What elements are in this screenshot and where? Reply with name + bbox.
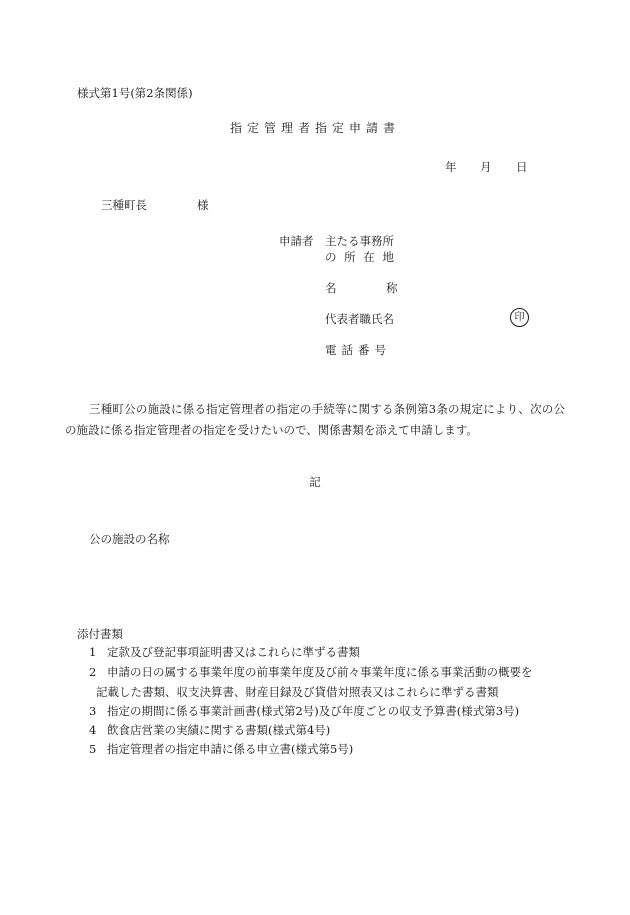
name-label-second-char: 称	[386, 281, 398, 295]
attachments-heading: 添付書類	[77, 627, 123, 641]
attachment-number: 1	[89, 645, 97, 659]
seal-icon: 印	[510, 308, 529, 327]
document-title: 指定管理者指定申請書	[229, 121, 400, 135]
facility-name-label: 公の施設の名称	[89, 532, 170, 546]
attachment-number: 2	[89, 665, 97, 679]
application-body-text: 三種町公の施設に係る指定管理者の指定の手続等に関する条例第3条の規定により、次の公の施設に係る指定管理者の指定を受けたいので、関係書類を添えて申請します。	[65, 402, 565, 437]
representative-label: 代表者職氏名	[325, 312, 394, 326]
attachment-item	[89, 666, 533, 680]
attachment-item	[89, 743, 353, 757]
attachment-item	[89, 705, 519, 719]
attachment-text: 飲食店営業の実績に関する書類(様式第4号)	[107, 723, 331, 737]
attachment-text: 定款及び登記事項証明書又はこれらに準ずる書類	[107, 645, 360, 659]
ki-heading: 記	[309, 475, 321, 489]
attachment-number: 3	[89, 704, 97, 718]
attachment-text: 指定管理者の指定申請に係る申立書(様式第5号)	[107, 742, 354, 756]
name-label-first-char: 名	[325, 281, 337, 295]
applicant-label: 申請者	[279, 234, 314, 248]
phone-label: 電話番号	[325, 343, 391, 357]
attachment-text-continued: 記載した書類、収支決算書、財産目録及び貸借対照表又はこれらに準ずる書類	[96, 685, 499, 699]
attachment-number: 5	[89, 742, 97, 756]
attachment-text: 申請の日の属する事業年度の前事業年度及び前々事業年度に係る事業活動の概要を	[107, 665, 533, 679]
attachment-item	[89, 724, 330, 738]
form-number: 様式第1号(第2条関係)	[77, 86, 193, 100]
addressee-name: 三種町長	[101, 198, 147, 212]
date-month-label: 月	[480, 160, 492, 174]
attachment-text: 指定の期間に係る事業計画書(様式第2号)及び年度ごとの収支予算書(様式第3号)	[107, 704, 520, 718]
addressee-honorific: 様	[197, 198, 209, 212]
address-label-line1: 主たる事務所	[325, 234, 394, 248]
attachment-item	[89, 646, 360, 660]
date-year-label: 年	[445, 160, 457, 174]
date-day-label: 日	[516, 160, 528, 174]
attachment-number: 4	[89, 723, 97, 737]
address-label-line2: の 所 在 地	[325, 250, 396, 264]
